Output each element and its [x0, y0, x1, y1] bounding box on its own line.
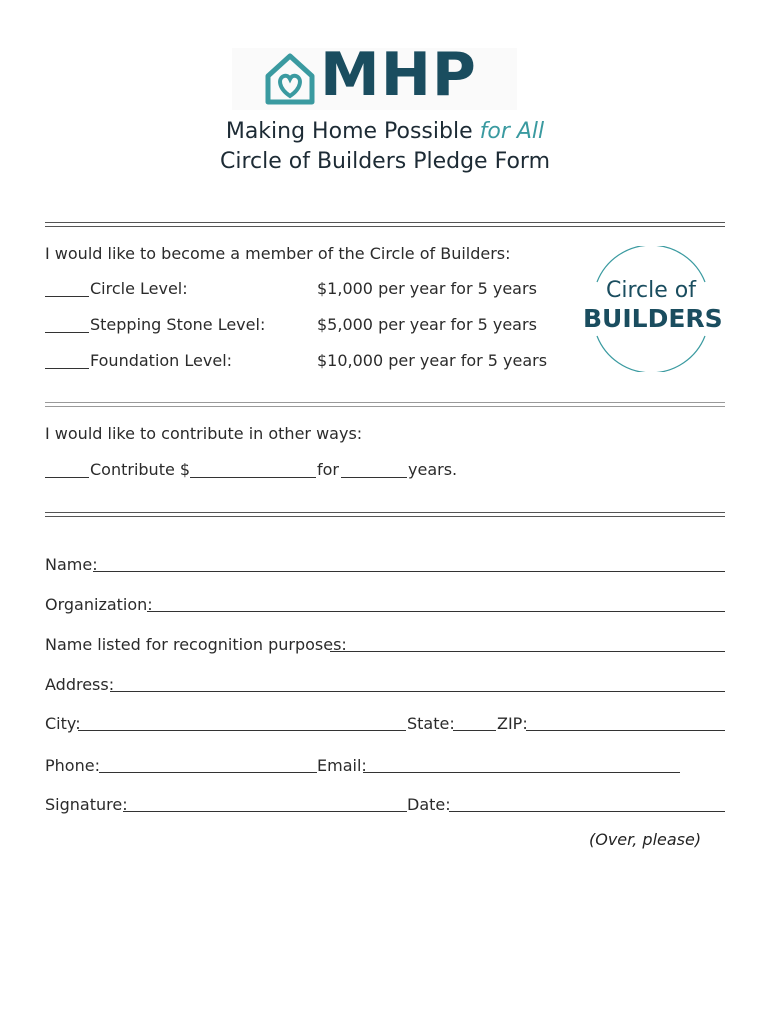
form-title: Circle of Builders Pledge Form — [219, 149, 551, 174]
tagline-accent: for All — [479, 119, 545, 144]
name-field[interactable] — [93, 571, 725, 572]
state-label: State: — [407, 714, 455, 733]
address-label: Address: — [45, 675, 115, 694]
signature-label: Signature: — [45, 795, 128, 814]
circle-of-builders-badge — [583, 246, 723, 372]
over-please-note: (Over, please) — [589, 830, 702, 849]
years-field[interactable] — [341, 463, 407, 478]
tagline — [0, 118, 770, 146]
divider-bottom — [45, 512, 725, 517]
level-label: Stepping Stone Level: — [90, 315, 266, 334]
logo-text: MHP — [320, 40, 477, 110]
contribute-intro: I would like to contribute in other ways: — [45, 424, 363, 443]
checkbox-line[interactable] — [45, 282, 89, 297]
divider-top — [45, 222, 725, 227]
recognition-field[interactable] — [330, 651, 725, 652]
membership-intro: I would like to become a member of the Circle of Builders: — [45, 244, 511, 263]
divider-middle — [45, 402, 725, 407]
years-label: years. — [408, 460, 458, 479]
checkbox-line[interactable] — [45, 318, 89, 333]
level-label: Foundation Level: — [90, 351, 233, 370]
signature-field[interactable] — [123, 811, 407, 812]
mhp-logo — [232, 40, 517, 110]
tagline-main: Making Home Possible — [225, 119, 473, 144]
city-label: City: — [45, 714, 81, 733]
badge-line1: Circle of — [606, 278, 696, 303]
zip-label: ZIP: — [497, 714, 528, 733]
date-field[interactable] — [449, 811, 725, 812]
checkbox-line[interactable] — [45, 463, 89, 478]
badge-line2: BUILDERS — [583, 304, 723, 333]
zip-field[interactable] — [526, 730, 725, 731]
name-label: Name: — [45, 555, 98, 574]
checkbox-line[interactable] — [45, 354, 89, 369]
for-label: for — [317, 460, 339, 479]
email-field[interactable] — [363, 772, 680, 773]
city-field[interactable] — [78, 730, 406, 731]
organization-field[interactable] — [147, 611, 725, 612]
phone-label: Phone: — [45, 756, 100, 775]
contribute-label: Contribute $ — [90, 460, 191, 479]
house-heart-icon — [262, 50, 318, 108]
phone-field[interactable] — [99, 772, 317, 773]
recognition-label: Name listed for recognition purposes: — [45, 635, 347, 654]
level-amount: $5,000 per year for 5 years — [317, 315, 537, 334]
date-label: Date: — [407, 795, 451, 814]
level-amount: $10,000 per year for 5 years — [317, 351, 548, 370]
address-field[interactable] — [110, 691, 725, 692]
amount-field[interactable] — [190, 463, 316, 478]
level-amount: $1,000 per year for 5 years — [317, 279, 537, 298]
state-field[interactable] — [453, 730, 496, 731]
email-label: Email: — [317, 756, 367, 775]
organization-label: Organization: — [45, 595, 153, 614]
level-label: Circle Level: — [90, 279, 188, 298]
